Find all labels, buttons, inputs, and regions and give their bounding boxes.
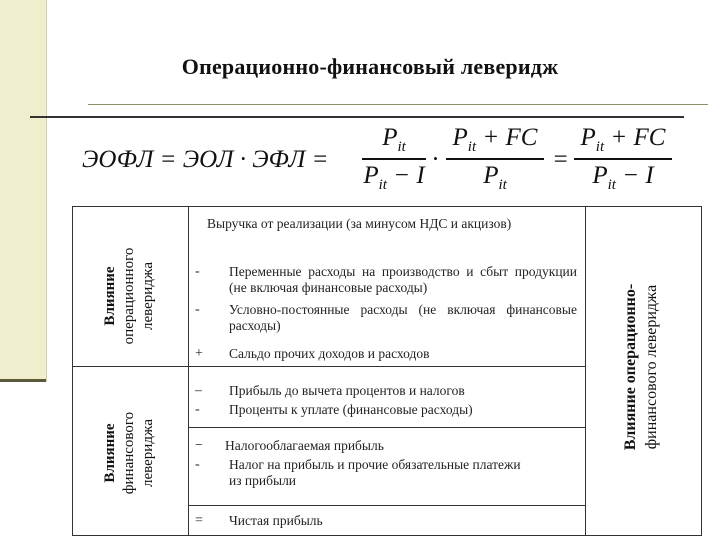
fraction-2-numerator: $P_{it}$ + FC [452,124,538,155]
operating-leverage-label: Влияние операционного левериджа [102,247,156,345]
column-divider-left [188,207,189,535]
formula-fraction-3 [574,124,672,194]
formula-fraction-2 [446,124,544,194]
financial-leverage-label: Влияние финансового левериджа [102,411,156,495]
fraction-3-numerator: $P_{it}$ + FC [580,124,666,155]
formula-dot: · [432,146,439,173]
fraction-2-denominator: $P_{it}$ [483,162,507,193]
section-divider-3 [188,505,585,506]
slide-side-accent-line [0,379,46,382]
title-underline [30,116,684,118]
formula-lhs: ЭОФЛ = ЭОЛ · ЭФЛ = [82,146,329,173]
fraction-1-denominator: $P_{it} - I$ [363,162,425,193]
fraction-3-denominator: $P_{it} - I$ [592,162,654,193]
fraction-1-numerator: $P_{it}$ [382,124,406,155]
formula-equals: = [552,146,569,173]
operating-financial-leverage-label: Влияние операционно- финансового левериджа [622,283,660,451]
leverage-table: Влияние операционного левериджа Влияние финансового левериджа Влияние операционно- финансового левериджа Выручка от реализации (за минусом НДС и акцизов) - Переменные расходы на производство и сбыт продукции (не включая финансовые расходы) - Условно-постоянные расходы (не включая финансовые расходы) + Сальдо прочих доходов и расходов – Прибыль до вычета процентов и налогов - Проценты к уплате (финансовые расходы) − Налогооблагаемая прибыль - Налог на прибыль и прочие обязательные платежи из прибыли = Чистая прибыль [72,206,702,536]
fraction-1-bar [362,158,426,160]
title-underline-thin [88,104,708,105]
slide-title: Операционно-финансовый левeридж [181,54,559,79]
column-divider-right [585,207,586,535]
fraction-3-bar [574,158,672,160]
formula-fraction-1 [362,124,426,194]
section-divider-2 [188,427,585,428]
fraction-2-bar [446,158,544,160]
